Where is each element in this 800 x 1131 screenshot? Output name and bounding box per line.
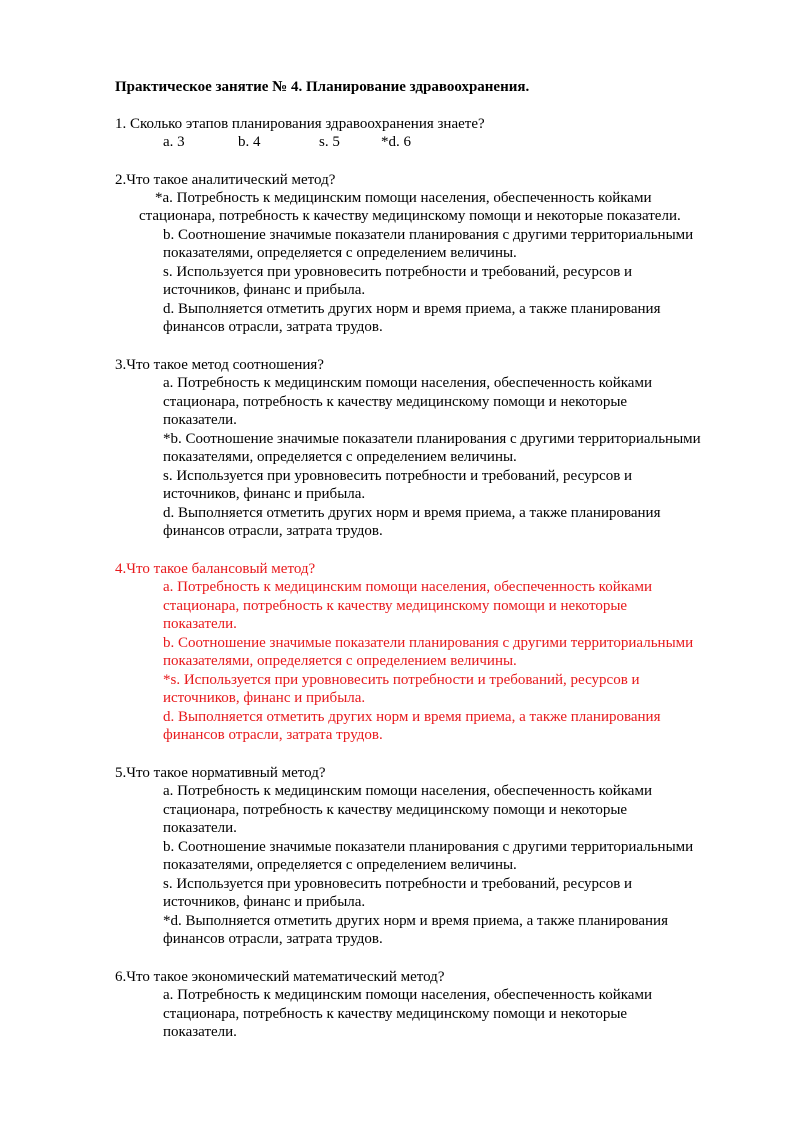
option-b: b. Соотношение значимые показатели планирования с другими территориальными	[163, 839, 694, 855]
option-a-continued: стационара, потребность к качеству медицинскому помощи и некоторые	[163, 394, 628, 410]
option-a-continued: стационара, потребность к качеству медицинскому помощи и некоторые	[163, 598, 628, 614]
option-b: b. Соотношение значимые показатели планирования с другими территориальными	[163, 227, 694, 243]
option-s: s. Используется при уровновесить потребности и требований, ресурсов и	[163, 468, 633, 484]
option-b: b. 4	[238, 134, 261, 150]
option-a-continued: стационара, потребность к качеству медицинскому помощи и некоторые	[163, 1006, 628, 1022]
option-s-continued: источников, финанс и прибыла.	[163, 486, 366, 502]
option-a: a. Потребность к медицинским помощи населения, обеспеченность койками	[163, 579, 652, 595]
option-d-continued: финансов отрасли, затрата трудов.	[163, 523, 383, 539]
option-a-correct: *a. Потребность к медицинским помощи населения, обеспеченность койками	[155, 190, 652, 206]
option-a-continued: показатели.	[163, 616, 237, 632]
option-d-continued: финансов отрасли, затрата трудов.	[163, 931, 383, 947]
option-b: b. Соотношение значимые показатели планирования с другими территориальными	[163, 635, 694, 651]
option-a-continued: стационара, потребность к качеству медицинскому помощи и некоторые показатели.	[139, 208, 681, 224]
option-a-continued: показатели.	[163, 820, 237, 836]
option-a-continued: показатели.	[163, 1024, 237, 1040]
option-a-continued: показатели.	[163, 412, 237, 428]
option-b-correct: *b. Соотношение значимые показатели планирования с другими территориальными	[163, 431, 701, 447]
option-d-continued: финансов отрасли, затрата трудов.	[163, 319, 383, 335]
option-d: d. Выполняется отметить других норм и время приема, а также планирования	[163, 709, 661, 725]
question-1: 1. Сколько этапов планирования здравоохранения знаете?	[115, 116, 485, 132]
option-d-continued: финансов отрасли, затрата трудов.	[163, 727, 383, 743]
option-d-correct: *d. Выполняется отметить других норм и время приема, а также планирования	[163, 913, 668, 929]
option-a: a. 3	[163, 134, 185, 150]
question-1-options	[163, 133, 411, 151]
question-2: 2.Что такое аналитический метод?	[115, 172, 336, 188]
option-s: s. Используется при уровновесить потребности и требований, ресурсов и	[163, 264, 633, 280]
option-a-continued: стационара, потребность к качеству медицинскому помощи и некоторые	[163, 802, 628, 818]
option-d: d. Выполняется отметить других норм и время приема, а также планирования	[163, 301, 661, 317]
option-b-continued: показателями, определяется с определением величины.	[163, 653, 517, 669]
option-b-continued: показателями, определяется с определением величины.	[163, 245, 517, 261]
option-s-continued: источников, финанс и прибыла.	[163, 894, 366, 910]
page-title: Практическое занятие № 4. Планирование здравоохранения.	[115, 79, 530, 95]
question-3: 3.Что такое метод соотношения?	[115, 357, 324, 373]
option-b-continued: показателями, определяется с определением величины.	[163, 449, 517, 465]
question-6: 6.Что такое экономический математический метод?	[115, 969, 445, 985]
option-a: a. Потребность к медицинским помощи населения, обеспеченность койками	[163, 783, 652, 799]
option-s: s. 5	[319, 134, 340, 150]
option-s-continued: источников, финанс и прибыла.	[163, 690, 366, 706]
option-b-continued: показателями, определяется с определением величины.	[163, 857, 517, 873]
option-d: d. Выполняется отметить других норм и время приема, а также планирования	[163, 505, 661, 521]
question-4: 4.Что такое балансовый метод?	[115, 561, 316, 577]
option-s: s. Используется при уровновесить потребности и требований, ресурсов и	[163, 876, 633, 892]
option-a: a. Потребность к медицинским помощи населения, обеспеченность койками	[163, 987, 652, 1003]
question-5: 5.Что такое нормативный метод?	[115, 765, 326, 781]
option-a: a. Потребность к медицинским помощи населения, обеспеченность койками	[163, 375, 652, 391]
option-s-continued: источников, финанс и прибыла.	[163, 282, 366, 298]
option-s-correct: *s. Используется при уровновесить потребности и требований, ресурсов и	[163, 672, 640, 688]
option-d-correct: *d. 6	[381, 134, 411, 150]
